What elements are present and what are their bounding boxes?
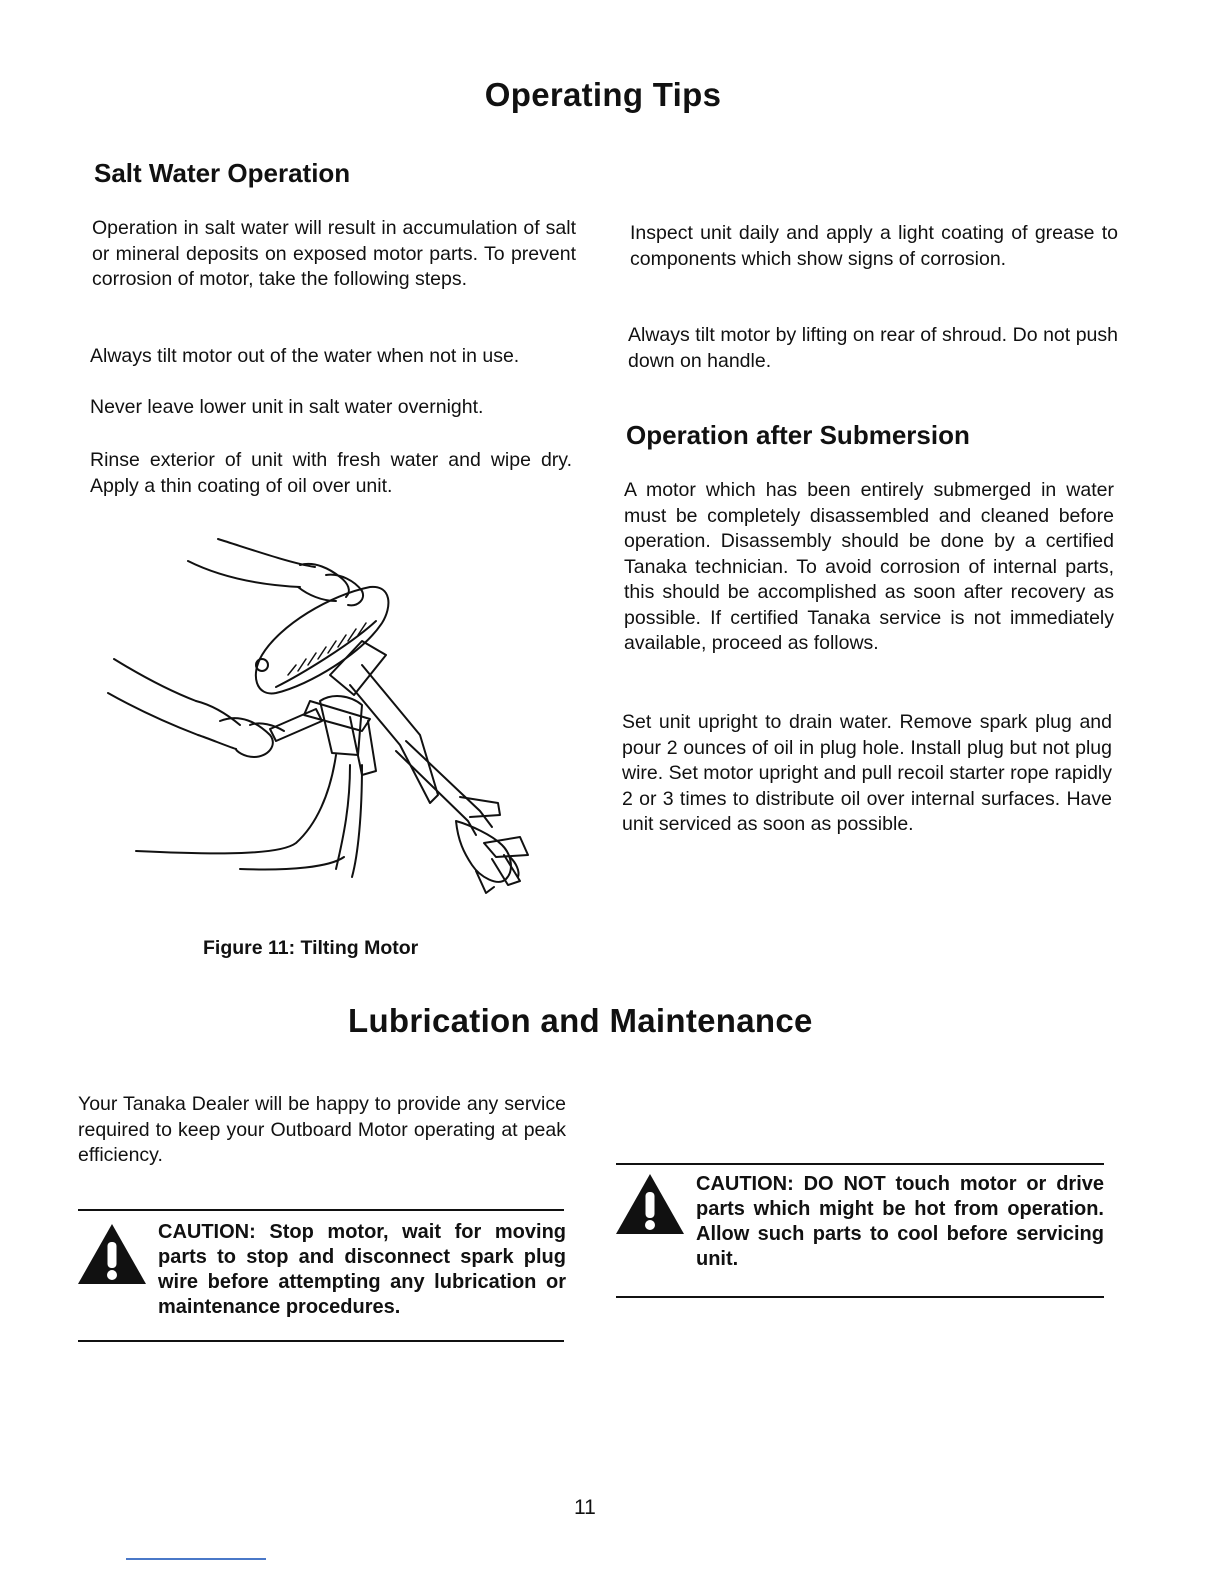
lubrication-intro: Your Tanaka Dealer will be happy to provide any service required to keep your Outboard Motor operating at peak efficiency. [78,1093,566,1166]
caution-2-bottom-rule [616,1296,1104,1298]
page-title: Operating Tips [484,76,722,113]
caution-2-top-rule [616,1163,1104,1165]
caution-hot-parts: CAUTION: DO NOT touch motor or drive parts which might be hot from operation. Allow such parts to cool before servicing unit. [696,1173,1104,1270]
salt-water-step-tilt: Always tilt motor out of the water when not in use. [90,345,520,367]
salt-water-heading: Salt Water Operation [94,158,351,188]
warning-triangle-icon [614,1172,686,1236]
tilting-motor-figure [100,525,560,905]
lubrication-heading: Lubrication and Maintenance [348,1002,813,1039]
salt-water-intro: Operation in salt water will result in accumulation of salt or mineral deposits on exposed motor parts. To prevent corrosion of motor, take the following steps. [92,217,576,290]
page-number: 11 [574,1496,596,1519]
submersion-intro: A motor which has been entirely submerged in water must be completely disassembled and cleaned before operation. Disassembly should be done by a certified Tanaka technician. To avoid corrosion of internal parts, this should be accomplished as soon after recovery as possible. If certified Tanaka service is not immediately available, proceed as follows. [624,479,1114,654]
salt-water-step-rinse: Rinse exterior of unit with fresh water and wipe dry. Apply a thin coating of oil over unit. [90,449,572,497]
caution-stop-motor: CAUTION: Stop motor, wait for moving parts to stop and disconnect spark plug wire before attempting any lubrication or maintenance procedures. [158,1221,566,1318]
warning-triangle-icon [76,1222,148,1286]
salt-water-step-overnight: Never leave lower unit in salt water overnight. [90,396,484,418]
salt-water-step-inspect: Inspect unit daily and apply a light coating of grease to components which show signs of corrosion. [630,222,1118,270]
caution-1-bottom-rule [78,1340,564,1342]
figure-caption: Figure 11: Tilting Motor [203,937,419,959]
salt-water-step-tilt-shroud: Always tilt motor by lifting on rear of shroud. Do not push down on handle. [628,324,1118,372]
page-edge-line [126,1558,266,1560]
caution-1-top-rule [78,1209,564,1211]
submersion-steps: Set unit upright to drain water. Remove spark plug and pour 2 ounces of oil in plug hole. Install plug but not plug wire. Set motor upright and pull recoil starter rope rapidly 2 or 3 times to distribute oil over internal surfaces. Have unit serviced as soon as possible. [622,711,1112,835]
submersion-heading: Operation after Submersion [626,420,970,450]
